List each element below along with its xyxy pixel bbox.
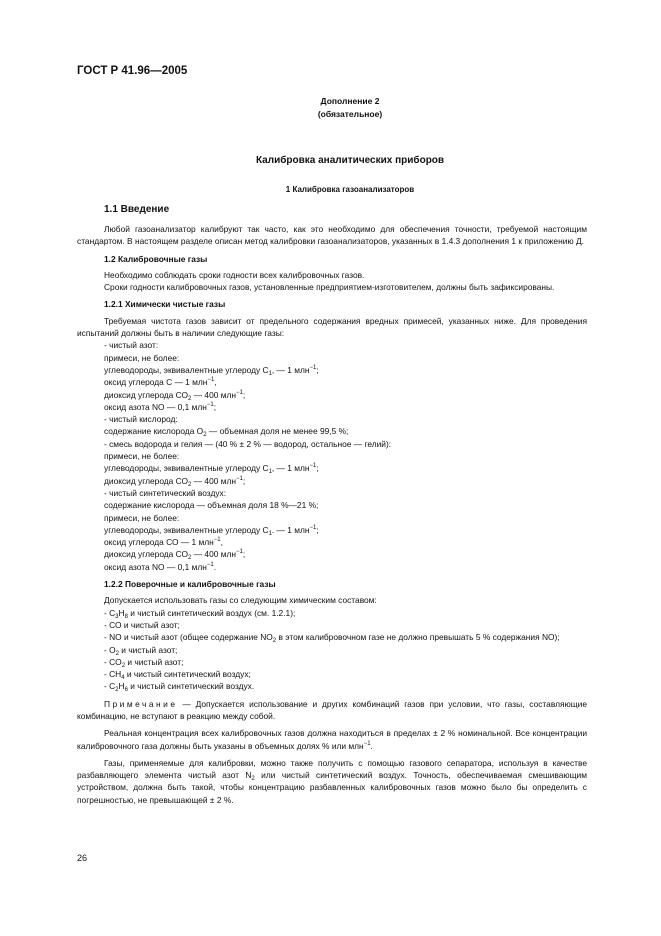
paragraph: Необходимо соблюдать сроки годности всех калибровочных газов.	[104, 269, 365, 280]
list-item: - чистый кислород:	[104, 414, 178, 425]
list-item: - $CH_4$ и чистый синтетический воздух;	[104, 669, 251, 682]
list-item: диоксид углерода $СО_2$ — 400 млн$^{-1}$;	[104, 549, 246, 562]
paragraph: Любой газоанализатор калибруют так часто, как это необходимо для обеспечения точности, требуемой настоящим стандартом. В настоящем разделе описан метод калибровки газоанализаторов, указанных в 1.4.3 дополнения 1 к приложению Д.	[77, 224, 587, 247]
list-item: содержание кислорода $О_2$ — объемная доля не менее 99,5 %;	[104, 426, 349, 439]
addendum-title: Дополнение 2	[320, 96, 380, 106]
note: Примечание — Допускается использование и других комбинаций газов при условии, что газы, составляющие комбинацию, не вступают в реакцию между собой.	[77, 698, 587, 721]
paragraph: Газы, применяемые для калибровки, можно также получить с помощью газового сепаратора, используя в качестве разбавляющего элемента чистый азот $N_2$ или чистый синтетический воздух. Точность, обеспечиваемая смешивающим устройством, должна быть такой, чтобы концентрацию разбавленных калибровочных газов можно было бы определить с погрешностью, не превышающей ± 2 %.	[77, 757, 587, 805]
paragraph: Требуемая чистота газов зависит от предельного содержания вредных примесей, указанных ниже. Для проведения испытаний должны быть в наличии следующие газы:	[77, 315, 587, 339]
addendum-type: (обязательное)	[317, 109, 383, 119]
list-item: - СО и чистый азот;	[104, 619, 180, 630]
section-1-2-2-heading: 1.2.2 Поверочные и калибровочные газы	[104, 579, 276, 590]
list-item: углеводороды, эквивалентные углероду $C_1$, — 1 млн$^{-1}$;	[104, 364, 319, 377]
list-item: - смесь водорода и гелия — (40 % ± 2 % — водород, остальное — гелий):	[104, 438, 392, 449]
list-item: углеводороды, эквивалентные углероду $C_1$. — 1 млн$^{-1}$;	[104, 524, 319, 537]
list-item: оксид углерода С — 1 млн$^{-1}$,	[104, 377, 217, 388]
list-item: примеси, не более:	[104, 451, 180, 462]
paragraph: Допускается использовать газы со следующим химическим составом:	[104, 595, 377, 606]
list-item: - $C_2H_6$ и чистый синтетический воздух.	[104, 681, 255, 694]
section-1-2-1-heading: 1.2.1 Химически чистые газы	[104, 299, 226, 310]
document-body	[77, 203, 587, 806]
list-item: диоксид углерода $СО_2$ — 400 млн$^{-1}$;	[104, 475, 246, 488]
page-number: 26	[77, 853, 88, 863]
list-item: диоксид углерода $СО_2$ — 400 млн$^{-1}$;	[104, 389, 246, 402]
document-title: Калибровка аналитических приборов	[255, 155, 445, 166]
paragraph: Сроки годности калибровочных газов, установленные предприятием-изготовителем, должны быть зафиксированы.	[104, 282, 555, 293]
list-item: примеси, не более:	[104, 512, 180, 523]
list-item: - $O_2$ и чистый азот;	[104, 644, 178, 657]
list-item: - NO и чистый азот (общее содержание $NO_2$ в этом калибровочном газе не должно превышать 5 % содержания NO);	[104, 632, 560, 645]
section-1-2-heading: 1.2 Калибровочные газы	[104, 253, 208, 264]
standard-header: ГОСТ Р 41.96—2005	[77, 65, 188, 77]
list-item: содержание кислорода — объемная доля 18 %—21 %;	[104, 500, 319, 511]
list-item: - чистый синтетический воздух:	[104, 487, 227, 498]
list-item: оксид азота NO — 0,1 млн$^{-1}$;	[104, 401, 217, 412]
list-item: оксид углерода СО — 1 млн$^{-1}$,	[104, 537, 223, 548]
list-item: оксид азота NO — 0,1 млн$^{-1}$.	[104, 561, 217, 572]
note-label: Примечание	[104, 698, 178, 709]
list-item: - $CO_2$ и чистый азот;	[104, 656, 184, 669]
section-1-heading: 1 Калибровка газоанализаторов	[285, 185, 415, 194]
list-item: - $C_3H_8$ и чистый синтетический воздух (см. 1.2.1);	[104, 607, 296, 620]
list-item: примеси, не более:	[104, 352, 180, 363]
paragraph: Реальная концентрация всех калибровочных газов должна находиться в пределах ± 2 % номинальной. Все концентрации калибровочного газа должны быть указаны в объемных долях % или млн$^{-1}$.	[77, 728, 587, 751]
list-item: - чистый азот:	[104, 340, 159, 351]
section-1-1-heading: 1.1 Введение	[104, 204, 170, 215]
list-item: углеводороды, эквивалентные углероду $C_1$, — 1 млн$^{-1}$;	[104, 463, 319, 476]
